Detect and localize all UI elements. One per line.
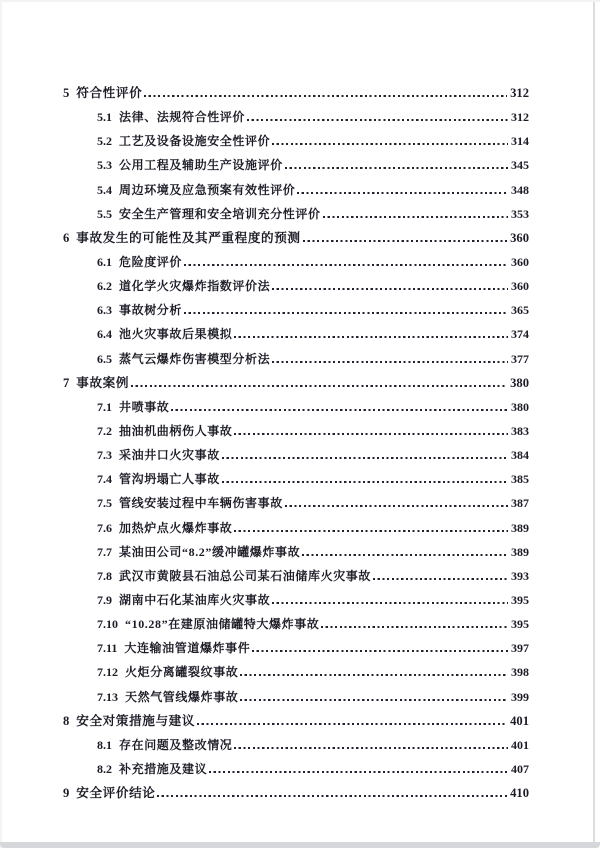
toc-dot-leader (323, 216, 508, 218)
toc-page-number: 380 (510, 375, 529, 390)
toc-dot-leader (240, 674, 508, 676)
toc-entry (63, 129, 529, 153)
toc-page-number: 399 (511, 689, 529, 704)
toc-entry (63, 516, 529, 540)
toc-dot-leader (321, 626, 508, 628)
toc-page-number: 385 (511, 472, 529, 487)
toc-entry-title: 武汉市黄陂县石油总公司某石油储库火灾事故 (119, 568, 372, 583)
toc-entry-number: 6.1 (97, 254, 112, 269)
toc-entry (63, 685, 529, 709)
toc-entry (63, 419, 529, 443)
toc-dot-leader (131, 385, 507, 387)
toc-page-number: 360 (511, 254, 529, 269)
toc-entry-title: 公用工程及辅助生产设施评价 (119, 158, 283, 173)
toc-entry (63, 757, 529, 781)
toc-entry-number: 8 (63, 713, 70, 728)
toc-page-number: 365 (511, 303, 529, 318)
toc-list (63, 81, 529, 805)
toc-dot-leader (302, 554, 508, 556)
toc-dot-leader (197, 723, 507, 725)
toc-entry-title: 事故树分析 (119, 303, 183, 318)
toc-entry-number: 8.2 (97, 761, 112, 776)
toc-entry-number: 7.2 (97, 423, 112, 438)
toc-page-number: 387 (511, 496, 529, 511)
toc-entry-number: 7.3 (97, 448, 112, 463)
toc-entry-number: 7.9 (97, 592, 112, 607)
toc-entry-number: 6.5 (97, 351, 112, 366)
toc-entry-title: 危险度评价 (119, 254, 183, 269)
toc-entry-title: 安全对策措施与建议 (76, 713, 196, 728)
toc-entry-number: 5.3 (97, 158, 112, 173)
toc-dot-leader (247, 119, 508, 121)
toc-dot-leader (171, 409, 508, 411)
toc-dot-leader (144, 95, 507, 97)
toc-page-number: 374 (511, 327, 529, 342)
toc-dot-leader (272, 288, 508, 290)
toc-entry-number: 7.12 (97, 665, 118, 680)
toc-dot-leader (252, 650, 508, 652)
toc-entry (63, 781, 529, 805)
toc-entry-number: 9 (63, 786, 70, 801)
toc-entry-title: 抽油机曲柄伤人事故 (119, 423, 233, 438)
toc-entry-title: 法律、法规符合性评价 (119, 110, 246, 125)
toc-page-number: 377 (511, 351, 529, 366)
toc-entry-title: 湖南中石化某油库火灾事故 (119, 592, 271, 607)
toc-entry (63, 322, 529, 346)
toc-dot-leader (240, 699, 508, 701)
toc-page-number: 401 (511, 737, 529, 752)
toc-entry-number: 7.11 (97, 641, 118, 656)
toc-entry (63, 636, 529, 660)
toc-entry (63, 660, 529, 684)
toc-page-number: 360 (511, 279, 529, 294)
toc-entry-title: 工艺及设备设施安全性评价 (119, 134, 271, 149)
toc-page-number: 360 (510, 230, 529, 245)
toc-entry-number: 7.8 (97, 568, 112, 583)
toc-page-number: 407 (511, 761, 529, 776)
toc-entry-title: 火炬分离罐裂纹事故 (125, 665, 239, 680)
toc-entry-title: 池火灾事故后果模拟 (119, 327, 233, 342)
toc-entry (63, 588, 529, 612)
toc-dot-leader (222, 457, 508, 459)
toc-entry-number: 5.1 (97, 110, 112, 125)
toc-entry (63, 491, 529, 515)
toc-entry (63, 467, 529, 491)
toc-entry-number: 5.4 (97, 182, 112, 197)
toc-dot-leader (184, 312, 508, 314)
toc-entry-title: 安全生产管理和安全培训充分性评价 (119, 206, 321, 221)
toc-page-number: 395 (511, 617, 529, 632)
toc-page-number: 345 (511, 158, 529, 173)
toc-entry-title: 符合性评价 (76, 86, 143, 100)
toc-entry-number: 7 (63, 375, 70, 390)
toc-entry (63, 226, 529, 250)
toc-dot-leader (373, 578, 508, 580)
toc-entry-title: 蒸气云爆炸伤害模型分析法 (119, 351, 271, 366)
toc-entry-number: 6.2 (97, 279, 112, 294)
toc-entry-title: “10.28”在建原油储罐特大爆炸事故 (125, 617, 320, 632)
toc-entry-title: 管沟坍塌亡人事故 (119, 472, 220, 487)
toc-entry-title: 补充措施及建议 (119, 761, 208, 776)
toc-entry-number: 7.13 (97, 689, 118, 704)
toc-page-number: 395 (511, 592, 529, 607)
toc-entry (63, 709, 529, 733)
toc-dot-leader (234, 433, 508, 435)
toc-entry-title: 天然气管线爆炸事故 (125, 689, 239, 704)
toc-entry (63, 371, 529, 395)
toc-dot-leader (234, 747, 508, 749)
toc-entry (63, 564, 529, 588)
toc-entry-number: 7.1 (97, 399, 112, 414)
toc-entry-title: 存在问题及整改情况 (119, 737, 233, 752)
toc-entry-number: 7.7 (97, 544, 112, 559)
toc-page-number: 348 (511, 182, 529, 197)
toc-entry-title: 周边环境及应急预案有效性评价 (119, 182, 296, 197)
toc-page-number: 410 (510, 786, 529, 801)
toc-entry (63, 81, 529, 105)
toc-dot-leader (184, 264, 508, 266)
toc-entry-number: 5 (63, 86, 70, 100)
toc-dot-leader (209, 771, 508, 773)
toc-page-number: 314 (511, 134, 529, 149)
toc-entry-number: 8.1 (97, 737, 112, 752)
toc-entry-number: 5.5 (97, 206, 112, 221)
page-edge-top (0, 0, 600, 2)
toc-page-number: 380 (511, 399, 529, 414)
toc-dot-leader (222, 481, 508, 483)
toc-entry-number: 7.10 (97, 617, 118, 632)
toc-entry (63, 178, 529, 202)
toc-dot-leader (285, 167, 508, 169)
toc-dot-leader (303, 240, 508, 242)
toc-page-number: 397 (511, 641, 529, 656)
toc-page-number: 383 (511, 423, 529, 438)
page-edge-bottom (0, 842, 600, 848)
page-edge-left (0, 0, 2, 848)
toc-entry (63, 202, 529, 226)
toc-entry-number: 7.6 (97, 520, 112, 535)
toc-entry-title: 管线安装过程中车辆伤害事故 (119, 496, 283, 511)
toc-entry (63, 105, 529, 129)
toc-entry (63, 274, 529, 298)
toc-dot-leader (272, 143, 508, 145)
toc-entry (63, 347, 529, 371)
toc-entry-number: 7.4 (97, 472, 112, 487)
toc-entry-title: 道化学火灾爆炸指数评价法 (119, 279, 271, 294)
toc-dot-leader (285, 505, 508, 507)
toc-page-number: 353 (511, 206, 529, 221)
toc-entry (63, 298, 529, 322)
toc-entry (63, 443, 529, 467)
toc-page-number: 312 (511, 110, 529, 125)
toc-entry (63, 250, 529, 274)
toc-page-number: 384 (511, 448, 529, 463)
toc-page-number: 312 (510, 86, 529, 100)
toc-entry (63, 733, 529, 757)
toc-entry-title: 安全评价结论 (76, 786, 156, 801)
toc-entry-title: 采油井口火灾事故 (119, 448, 220, 463)
toc-entry-title: 事故案例 (76, 375, 130, 390)
toc-entry (63, 153, 529, 177)
toc-entry-title: 事故发生的可能性及其严重程度的预测 (76, 230, 301, 245)
toc-entry (63, 540, 529, 564)
toc-entry-title: 某油田公司“8.2”缓冲罐爆炸事故 (119, 544, 301, 559)
toc-entry-number: 6.3 (97, 303, 112, 318)
toc-dot-leader (234, 336, 508, 338)
toc-dot-leader (297, 192, 508, 194)
toc-page-number: 398 (511, 665, 529, 680)
toc-entry-number: 7.5 (97, 496, 112, 511)
toc-entry-title: 加热炉点火爆炸事故 (119, 520, 233, 535)
toc-page-number: 389 (511, 544, 529, 559)
toc-entry-title: 井喷事故 (119, 399, 170, 414)
toc-page-number: 401 (510, 713, 529, 728)
toc-entry-number: 6 (63, 230, 70, 245)
toc-entry (63, 395, 529, 419)
toc-dot-leader (272, 602, 508, 604)
toc-dot-leader (157, 795, 507, 797)
toc-page-number: 393 (511, 568, 529, 583)
toc-entry-number: 6.4 (97, 327, 112, 342)
toc-entry-title: 大连输油管道爆炸事件 (124, 641, 251, 656)
toc-entry-number: 5.2 (97, 134, 112, 149)
toc-dot-leader (234, 530, 508, 532)
toc-page-number: 389 (511, 520, 529, 535)
toc-dot-leader (272, 361, 508, 363)
page-edge-right (593, 2, 595, 842)
toc-entry (63, 612, 529, 636)
